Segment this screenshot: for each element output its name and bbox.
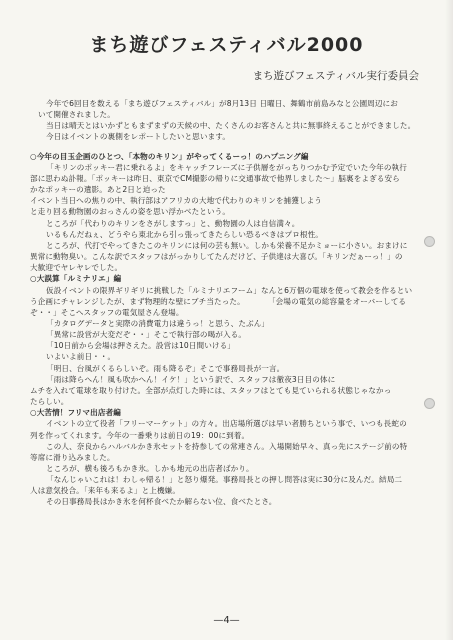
paragraph-line: 列を作ってくれます。今年の一番乗りは前日の19：00に到着。 <box>30 430 250 440</box>
paragraph-line: 等席に滑り込みました。 <box>30 452 115 462</box>
paragraph-line: 「異常に設営が大変だぞ・・」そこで執行部の喝が入る。 <box>46 330 247 340</box>
document-title: まち遊びフェスティバル2000 <box>89 34 364 56</box>
paragraph-line: 仮設イベントの限界ギリギリに挑戦した「ルミナリエフーム」なんと6万個の電球を使って教会を作るとい <box>46 285 413 295</box>
paragraph-line: いるもんだねぇ、どうやら東北から引っ張ってきたらしい恐るべきはプロ根性。 <box>46 229 323 239</box>
paragraph-line: う企画にチャレンジしたが、まず物理的な壁にブチ当たった。 「会場の電気の総容量をオーバーしてる <box>30 296 407 306</box>
punch-hole-icon <box>424 398 435 409</box>
section-heading: ○大苦情！フリマ出店者編 <box>30 408 121 418</box>
paragraph-line: イベントの立て役者「フリーマーケット」の方々。出店場所選びは早い者勝ちという事で、いつも長蛇の <box>46 419 407 429</box>
paragraph-line: 部に思わぬ訃報。「ポッキーは昨日、東京でCM撮影の帰りに交通事故で他界しました～」脳裏をよぎる安ら <box>30 173 400 183</box>
paragraph-line: 今日はイベントの裏側をレポートしたいと思います。 <box>46 132 231 142</box>
paragraph-line: いて開催されました。 <box>38 110 115 120</box>
paragraph-line: その日事務局長はかき氷を何杯食べたか解らない位、食べたとさ。 <box>46 497 277 507</box>
paragraph-line: 「雨は降らへん！風も吹かへん！イケ！」という訳で、スタッフは徹夜3日目の体に <box>46 374 336 384</box>
paragraph-line: 「カタログデータと実際の消費電力は違うっ！と思う、たぶん」 <box>46 318 270 328</box>
paragraph-line: ぞ・・」そこへスタッフの電気屋さん登場。 <box>30 307 184 317</box>
paragraph-line: たらしい。 <box>30 397 69 407</box>
paragraph-line: いよいよ前日・・。 <box>46 352 116 362</box>
section-heading: ○今年の目玉企画のひとつ、「本物のキリン」がやってくるーっ！のハプニング編 <box>30 151 309 161</box>
paragraph-line: 当日は晴天とはいかずともまずまずの天候の中、たくさんのお客さんと共に無事終えることができました。 <box>46 121 416 131</box>
paragraph-line: 「明日、台風がくるらしいぞ。雨も降るぞ」そこで事務局長が一言。 <box>46 363 285 373</box>
article-body <box>30 98 423 508</box>
punch-hole-icon <box>424 236 435 247</box>
paragraph-line: 人は意気投合。「来年も来るよ」と上機嫌。 <box>30 486 181 496</box>
paragraph-line: ところが、代打でやってきたこのキリンには何の芸も無い。しかも栄養不足かミョーに小さい。おまけに <box>46 240 408 250</box>
paragraph-line: この人、奈良からハルバルかき氷セットを持参しての常連さん。入場開始早々、真っ先にステージ前の特 <box>46 441 408 451</box>
paragraph-line: 「キリンのポッキー君に乗れるよ」をキャッチフレーズに子供層をがっちりつかむ予定でいた今年の執行 <box>46 162 407 172</box>
paragraph-line: かなポッキーの遺影。あと2日と迫った <box>30 185 166 195</box>
paragraph-line: 「10日前から会場は押さえた。設営は10日間いける」 <box>46 341 235 351</box>
section-heading: ○大誤算「ルミナリエ」編 <box>30 274 122 284</box>
page-number: —4— <box>213 615 240 626</box>
organization-name: まち遊びフェスティバル実行委員会 <box>252 70 419 82</box>
paragraph-line: 「なんじゃいこれは！わしゃ帰る！」と怒り爆発。事務局長との押し問答は実に30分に及んだ。結局二 <box>46 475 403 485</box>
paragraph-line: 今年で6回目を数える「まち遊びフェスティバル」が8月13日 日曜日、舞鶴市前島みなと公園周辺にお <box>46 99 398 108</box>
paragraph-line: イベント当日への焦りの中、執行部はアフリカの大地で代わりのキリンを捕獲しよう <box>30 196 322 206</box>
paragraph-line: ムチを入れて電球を取り付けた。全部が点灯した時には、スタッフはとても見ていられる状態じゃなかっ <box>30 385 392 395</box>
paragraph-line: ところが「代わりのキリンをさがしますっ」と、動物園の人は自信満々。 <box>46 218 300 228</box>
paragraph-line: ところが、横も後ろもかき氷。しかも地元の出店者ばかり。 <box>46 464 254 473</box>
paragraph-line: 異常に動物臭い。こんな訳でスタッフはがっかりしてたんだけど、子供達は大喜び。「キリンだぁーっ！」の <box>30 252 403 262</box>
paragraph-line: 大歓迎でヤレヤレでした。 <box>30 263 123 273</box>
paragraph-line: と走り回る動物園のおっさんの姿を思い浮かべたという。 <box>30 207 231 217</box>
